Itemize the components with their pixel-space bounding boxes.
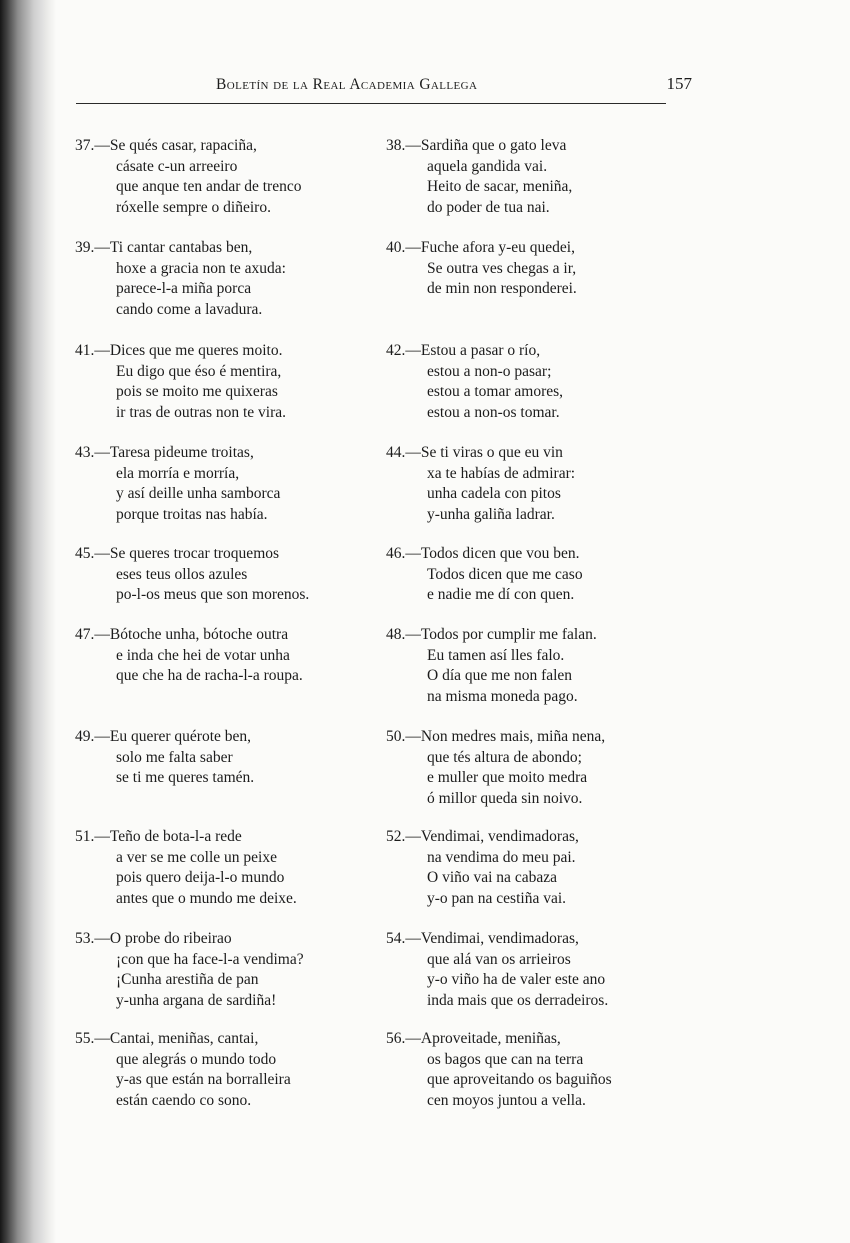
stanza-number: 56.— xyxy=(386,1030,421,1047)
stanza-number: 38.— xyxy=(386,137,421,154)
verse-line: Se ti viras o que eu vin xyxy=(420,444,563,461)
stanza-number: 53.— xyxy=(75,930,110,947)
verse-line: Bótoche unha, bótoche outra xyxy=(109,626,289,643)
document-page xyxy=(56,0,850,1243)
verse-line: de min non responderei. xyxy=(427,280,577,297)
verse-line: cásate c-un arreeiro xyxy=(116,157,238,175)
verse-line: y-unha galiña ladrar. xyxy=(427,505,555,523)
verse-line: unha cadela con pitos xyxy=(427,485,561,502)
book-binding-edge xyxy=(0,0,56,1243)
verse-line: Teño de bota-l-a rede xyxy=(109,828,242,845)
stanza-number: 45.— xyxy=(75,545,110,562)
verse-line: pois quero deija-l-o mundo xyxy=(116,869,285,886)
verse-line: a ver se me colle un peixe xyxy=(116,848,277,866)
stanza-number: 55.— xyxy=(75,1030,110,1047)
stanza-37 xyxy=(75,136,395,218)
verse-line: estou a tomar amores, xyxy=(427,383,564,400)
verse-line: eses teus ollos azules xyxy=(116,565,248,583)
verse-line: y-o pan na cestiña vai. xyxy=(427,889,567,907)
stanza-number: 51.— xyxy=(75,828,110,845)
verse-line: e nadie me dí con quen. xyxy=(427,586,575,603)
stanza-number: 49.— xyxy=(75,728,110,745)
verse-line: Dices que me queres moito. xyxy=(109,342,283,359)
verse-line: Todos dicen que me caso xyxy=(427,565,583,583)
stanza-47 xyxy=(75,625,395,687)
page-number: 157 xyxy=(666,74,692,93)
verse-line: Se qués casar, rapaciña, xyxy=(109,137,257,154)
verse-line: hoxe a gracia non te axuda: xyxy=(116,259,286,277)
stanza-56 xyxy=(386,1029,706,1111)
stanza-50 xyxy=(386,727,706,809)
verse-line: Cantai, meniñas, cantai, xyxy=(109,1030,259,1047)
verse-line: e muller que moito medra xyxy=(427,769,588,786)
verse-line: Estou a pasar o río, xyxy=(420,342,541,359)
verse-line: Se outra ves chegas a ir, xyxy=(427,259,577,277)
stanza-42 xyxy=(386,341,706,423)
verse-line: do poder de tua nai. xyxy=(427,198,550,216)
stanza-number: 41.— xyxy=(75,342,110,359)
verse-line: Todos dicen que vou ben. xyxy=(420,545,580,562)
stanza-46 xyxy=(386,544,706,606)
verse-line: ¡Cunha arestiña de pan xyxy=(116,971,259,988)
verse-line: y-unha argana de sardiña! xyxy=(116,991,277,1009)
verse-line: na vendima do meu pai. xyxy=(427,848,576,866)
verse-line: que tés altura de abondo; xyxy=(427,748,582,766)
verse-line: que aproveitando os baguiños xyxy=(427,1071,612,1088)
verse-line: Heito de sacar, meniña, xyxy=(427,178,573,195)
stanza-55 xyxy=(75,1029,395,1111)
verse-line: porque troitas nas había. xyxy=(116,505,268,523)
verse-line: que che ha de racha-l-a roupa. xyxy=(116,667,303,684)
verse-line: y así deille unha samborca xyxy=(116,485,281,502)
verse-line: antes que o mundo me deixe. xyxy=(116,889,297,907)
verse-line: na misma moneda pago. xyxy=(427,687,578,705)
stanza-number: 50.— xyxy=(386,728,421,745)
verse-line: que anque ten andar de trenco xyxy=(116,178,302,195)
header-rule xyxy=(76,103,666,104)
verse-line: Todos por cumplir me falan. xyxy=(420,626,597,643)
verse-line: O probe do ribeirao xyxy=(109,930,232,947)
verse-line: inda mais que os derradeiros. xyxy=(427,991,609,1009)
stanza-52 xyxy=(386,827,706,909)
stanza-38 xyxy=(386,136,706,218)
verse-line: pois se moito me quixeras xyxy=(116,383,278,400)
verse-line: están caendo co sono. xyxy=(116,1091,252,1109)
verse-line: Eu querer quérote ben, xyxy=(109,728,252,745)
verse-line: Se queres trocar troquemos xyxy=(109,545,280,562)
verse-line: ela morría e morría, xyxy=(116,464,240,482)
stanza-51 xyxy=(75,827,395,909)
stanza-49 xyxy=(75,727,395,789)
verse-line: ó millor queda sin noivo. xyxy=(427,789,583,807)
stanza-number: 52.— xyxy=(386,828,421,845)
verse-line: Vendimai, vendimadoras, xyxy=(420,930,579,947)
verse-line: xa te habías de admirar: xyxy=(427,464,576,482)
stanza-number: 54.— xyxy=(386,930,421,947)
verse-line: róxelle sempre o diñeiro. xyxy=(116,198,271,216)
verse-line: Fuche afora y-eu quedei, xyxy=(420,239,575,256)
stanza-53 xyxy=(75,929,395,1011)
stanza-number: 43.— xyxy=(75,444,110,461)
stanza-number: 40.— xyxy=(386,239,421,256)
verse-line: cen moyos juntou a vella. xyxy=(427,1091,586,1109)
verse-line: Vendimai, vendimadoras, xyxy=(420,828,579,845)
verse-line: Ti cantar cantabas ben, xyxy=(109,239,253,256)
stanza-44 xyxy=(386,443,706,525)
verse-line: que alegrás o mundo todo xyxy=(116,1050,277,1068)
verse-line: estou a non-os tomar. xyxy=(427,403,560,421)
stanza-48 xyxy=(386,625,706,707)
verse-line: po-l-os meus que son morenos. xyxy=(116,586,310,603)
verse-line: se ti me queres tamén. xyxy=(116,769,255,786)
stanza-39 xyxy=(75,238,395,320)
verse-line: ir tras de outras non te vira. xyxy=(116,403,287,421)
verse-line: O día que me non falen xyxy=(427,667,573,684)
verse-line: Eu digo que éso é mentira, xyxy=(116,362,282,380)
verse-line: ¡con que ha face-l-a vendima? xyxy=(116,950,304,968)
verse-line: Taresa pideume troitas, xyxy=(109,444,254,461)
stanza-41 xyxy=(75,341,395,423)
stanza-number: 42.— xyxy=(386,342,421,359)
stanza-45 xyxy=(75,544,395,606)
verse-line: os bagos que can na terra xyxy=(427,1050,584,1068)
verse-line: Eu tamen así lles falo. xyxy=(427,646,565,664)
verse-line: estou a non-o pasar; xyxy=(427,362,552,380)
running-header xyxy=(76,74,696,96)
verse-line: Aproveitade, meniñas, xyxy=(420,1030,561,1047)
verse-line: cando come a lavadura. xyxy=(116,300,263,318)
verse-line: que alá van os arrieiros xyxy=(427,950,571,968)
verse-line: y-as que están na borralleira xyxy=(116,1071,291,1088)
stanza-number: 44.— xyxy=(386,444,421,461)
verse-line: aquela gandida vai. xyxy=(427,157,548,175)
stanza-43 xyxy=(75,443,395,525)
verse-line: Non medres mais, miña nena, xyxy=(420,728,606,745)
verse-line: solo me falta saber xyxy=(116,748,233,766)
verse-line: e inda che hei de votar unha xyxy=(116,646,290,664)
stanza-number: 48.— xyxy=(386,626,421,643)
stanza-54 xyxy=(386,929,706,1011)
verse-line: y-o viño ha de valer este ano xyxy=(427,971,606,988)
stanza-number: 39.— xyxy=(75,239,110,256)
stanza-number: 46.— xyxy=(386,545,421,562)
stanza-number: 37.— xyxy=(75,137,110,154)
stanza-number: 47.— xyxy=(75,626,110,643)
verse-line: O viño vai na cabaza xyxy=(427,869,557,886)
stanza-40 xyxy=(386,238,706,300)
verse-line: Sardiña que o gato leva xyxy=(420,137,567,154)
verse-line: parece-l-a miña porca xyxy=(116,280,252,297)
journal-title: Boletín de la Real Academia Gallega xyxy=(216,76,478,93)
